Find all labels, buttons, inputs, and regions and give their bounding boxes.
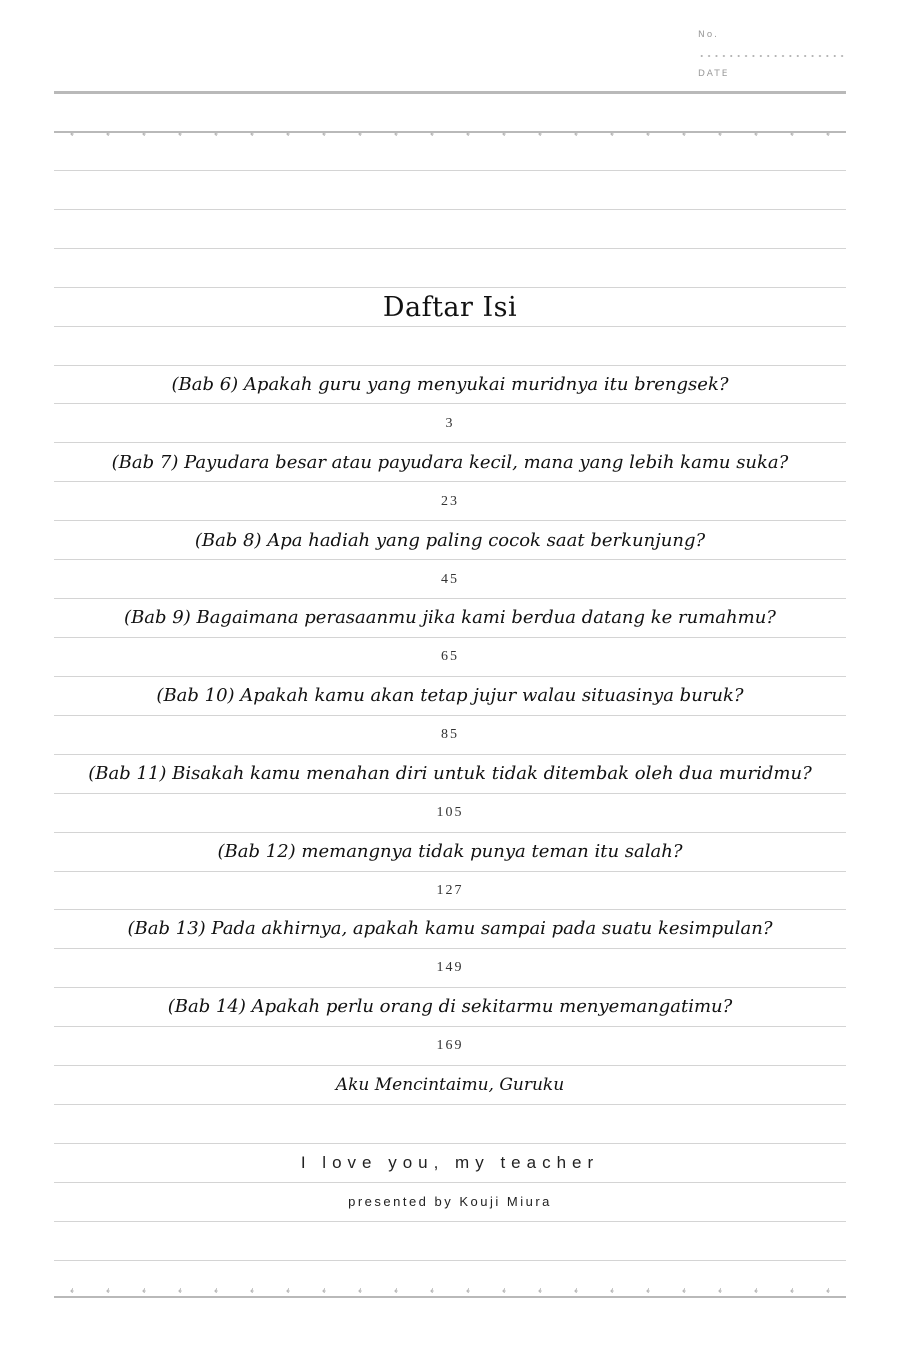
author-credit: presented by Kouji Miura — [348, 1194, 552, 1209]
toc-chapter: (Bab 9) Bagaimana perasaanmu jika kami berdua datang ke rumahmu? — [124, 607, 776, 628]
toc-chapter: (Bab 13) Pada akhirnya, apakah kamu sampai pada suatu kesimpulan? — [127, 918, 773, 939]
rule-tick — [396, 1288, 397, 1293]
rule-tick — [216, 1288, 217, 1293]
ruled-line — [54, 326, 846, 327]
toc-page-number: 65 — [441, 649, 459, 664]
toc-chapter: (Bab 11) Bisakah kamu menahan diri untuk tidak ditembak oleh dua muridmu? — [88, 763, 812, 784]
toc-page-number: 127 — [436, 883, 464, 898]
ruled-line — [54, 598, 846, 599]
ruled-line — [54, 948, 846, 949]
closing-title: Aku Mencintaimu, Guruku — [335, 1075, 565, 1095]
ruled-line — [54, 559, 846, 560]
ruled-line — [54, 170, 846, 171]
ruled-line — [54, 909, 846, 910]
ruled-line — [54, 1260, 846, 1261]
ruled-line — [54, 1221, 846, 1222]
bottom-dotted-rule — [54, 1288, 846, 1294]
header-rule — [54, 91, 846, 94]
toc-page-number: 23 — [441, 494, 459, 509]
toc-page-number: 105 — [436, 805, 464, 820]
rule-tick — [540, 1288, 541, 1293]
rule-tick — [324, 1288, 325, 1293]
rule-tick — [144, 1288, 145, 1293]
english-title: I love you, my teacher — [300, 1153, 600, 1172]
ruled-line — [54, 1143, 846, 1144]
ruled-line — [54, 209, 846, 210]
rule-tick — [648, 1288, 649, 1293]
ruled-line — [54, 1182, 846, 1183]
rule-tick — [720, 1288, 721, 1293]
page-title: Daftar Isi — [382, 292, 518, 323]
ruled-line — [54, 403, 846, 404]
toc-chapter: (Bab 12) memangnya tidak punya teman itu salah? — [217, 841, 683, 862]
ruled-line — [54, 287, 846, 288]
bottom-rule — [54, 1296, 846, 1298]
ruled-line — [54, 871, 846, 872]
ruled-line — [54, 442, 846, 443]
ruled-line — [54, 248, 846, 249]
toc-chapter: (Bab 14) Apakah perlu orang di sekitarmu menyemangatimu? — [167, 996, 733, 1017]
ruled-line — [54, 1026, 846, 1027]
rule-tick — [612, 1288, 613, 1293]
toc-page-number: 3 — [445, 416, 455, 431]
ruled-line — [54, 481, 846, 482]
ruled-line — [54, 987, 846, 988]
toc-page-number: 45 — [441, 572, 459, 587]
rule-tick — [792, 1288, 793, 1293]
rule-tick — [288, 1288, 289, 1293]
rule-tick — [828, 1288, 829, 1293]
rule-tick — [72, 1288, 73, 1293]
rule-tick — [756, 1288, 757, 1293]
ruled-line — [54, 1065, 846, 1066]
rule-tick — [252, 1288, 253, 1293]
ruled-line — [54, 1104, 846, 1105]
rule-tick — [468, 1288, 469, 1293]
ruled-line — [54, 793, 846, 794]
ruled-line — [54, 676, 846, 677]
toc-chapter: (Bab 6) Apakah guru yang menyukai muridnya itu brengsek? — [171, 374, 729, 395]
rule-tick — [360, 1288, 361, 1293]
number-dotted-line — [698, 55, 846, 57]
ruled-line — [54, 365, 846, 366]
rule-tick — [684, 1288, 685, 1293]
toc-chapter: (Bab 8) Apa hadiah yang paling cocok saat berkunjung? — [194, 530, 706, 551]
ruled-line — [54, 754, 846, 755]
rule-tick — [504, 1288, 505, 1293]
ruled-line — [54, 637, 846, 638]
rule-tick — [180, 1288, 181, 1293]
rule-tick — [108, 1288, 109, 1293]
toc-page-number: 169 — [436, 1038, 464, 1053]
rule-tick — [576, 1288, 577, 1293]
date-label: DATE — [698, 69, 730, 79]
rule-tick — [432, 1288, 433, 1293]
number-label: No. — [698, 30, 719, 40]
top-rule — [54, 131, 846, 133]
toc-page-number: 149 — [436, 960, 464, 975]
toc-chapter: (Bab 10) Apakah kamu akan tetap jujur walau situasinya buruk? — [156, 685, 744, 706]
toc-page-number: 85 — [441, 727, 459, 742]
ruled-line — [54, 715, 846, 716]
ruled-line — [54, 832, 846, 833]
ruled-line — [54, 520, 846, 521]
toc-chapter: (Bab 7) Payudara besar atau payudara kecil, mana yang lebih kamu suka? — [111, 452, 789, 473]
